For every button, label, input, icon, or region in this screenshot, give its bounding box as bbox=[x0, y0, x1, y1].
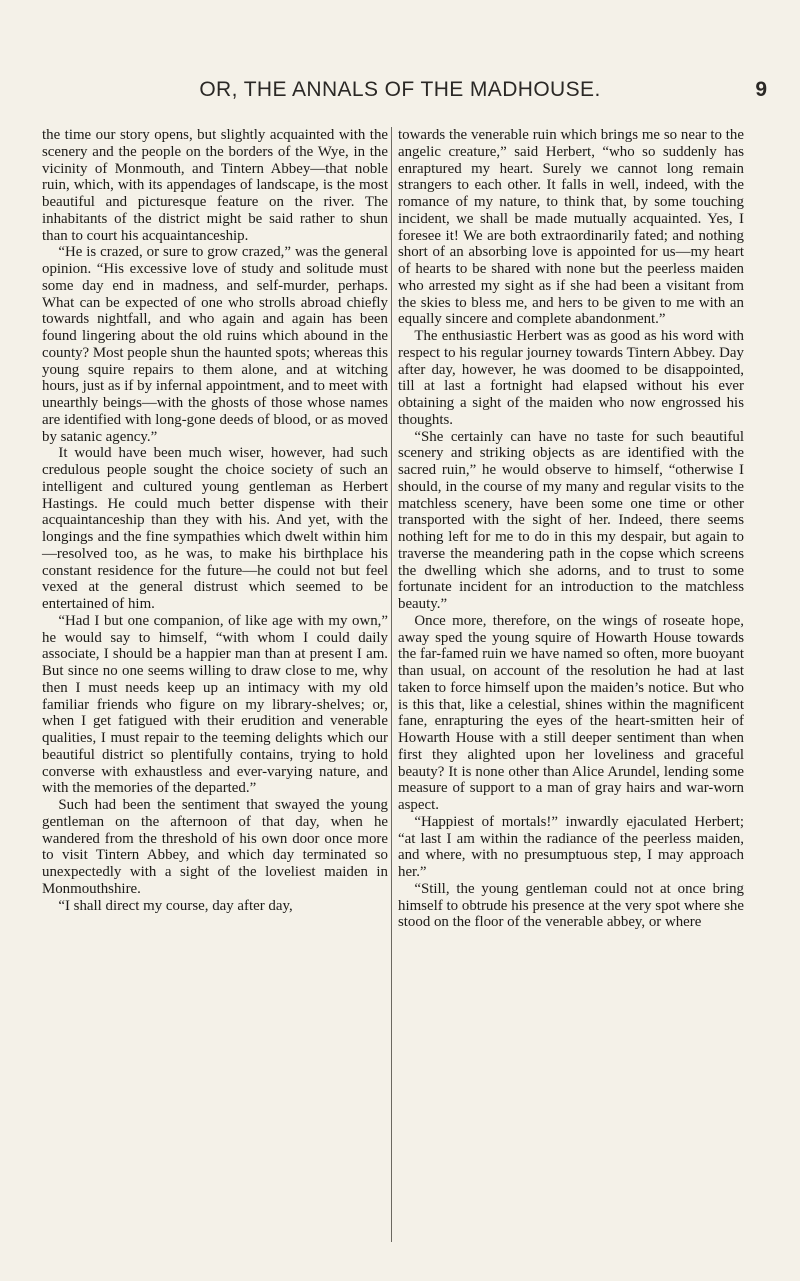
column-divider bbox=[391, 127, 392, 1242]
paragraph: The enthusiastic Herbert was as good as his word with respect to his regular journey towards Tintern Abbey. Day after day, however, he was doomed to be disappointed, till at last a fortnight had elapsed without his ever obtaining a sight of the maiden who now engrossed his thoughts. bbox=[398, 328, 744, 428]
paragraph: “She certainly can have no taste for such beautiful scenery and striking objects as are identified with the sacred ruin,” he would observe to himself, “otherwise I should, in the course of my many and regular visits to the matchless scenery, have been some one time or other transported with the sight of her. Indeed, there seems nothing left for me to do in this my despair, but again to traverse the meandering path in the copse which screens the dwelling which she adorns, and to trust to some fortunate incident for an introduction to the matchless beauty.” bbox=[398, 428, 744, 612]
paragraph: “I shall direct my course, day after day, bbox=[58, 897, 293, 914]
paragraph: Once more, therefore, on the wings of roseate hope, away sped the young squire of Howarth House towards the far-famed ruin we have named so often, more buoyant than usual, on account of the resolution he had at last taken to force himself upon the maiden’s notice. But who is this that, like a celestial, shines within the magnificent fane, enrapturing the eyes of the heart-smitten heir of Howarth House with a still deeper sentiment than when first they alighted upon her loveliness and graceful beauty? It is none other than Alice Arundel, lending some measure of support to a man of gray hairs and war-worn aspect. bbox=[398, 612, 744, 813]
paragraph: Such had been the sentiment that swayed the young gentleman on the afternoon of that day, when he wandered from the threshold of his own door once more to visit Tintern Abbey, and which day terminated so unexpectedly with a sight of the loveliest maiden in Monmouthshire. bbox=[42, 797, 388, 897]
left-column bbox=[42, 127, 388, 914]
paragraph: “He is crazed, or sure to grow crazed,” was the general opinion. “His excessive love of study and solitude must some day end in madness, and self-murder, perhaps. What can be expected of one who strolls abroad chiefly towards nightfall, and who again and again has been found lingering about the old ruins which abound in the county? Most people shun the haunted spots; whereas this young squire repairs to them alone, and at witching hours, just as if by infernal appointment, and to meet with unearthly beings—with the ghosts of those whose names are identified with long-gone deeds of blood, or as moved by satanic agency.” bbox=[42, 244, 388, 445]
paragraph: the time our story opens, but slightly acquainted with the scenery and the people on the borders of the Wye, in the vicinity of Monmouth, and Tintern Abbey—that noble ruin, which, with its appendages of landscape, is the most beautiful and picturesque feature on the river. The inhabitants of the district might be said rather to shun than to court his acquaintanceship. bbox=[42, 127, 388, 244]
paragraph: “Happiest of mortals!” inwardly ejaculated Herbert; “at last I am within the radiance of the peerless maiden, and where, with no presumptuous step, I may approach her.” bbox=[398, 813, 744, 880]
page-number: 9 bbox=[755, 78, 767, 101]
right-column bbox=[398, 127, 744, 931]
paragraph: “Had I but one companion, of like age with my own,” he would say to himself, “with whom I could daily associate, I should be a happier man than at present I am. But since no one seems willing to draw close to me, why then I must needs keep up an intimacy with my old familiar friends who figure on my library-shelves; or, when I get fatigued with their erudition and venerable qualities, I must repair to the teeming delights which our beautiful district so plentifully contains, trying to hold converse with exhaustless and ever-varying nature, and with the memories of the departed.” bbox=[42, 612, 388, 797]
running-head: OR, THE ANNALS OF THE MADHOUSE. bbox=[199, 78, 601, 101]
paragraph: It would have been much wiser, however, had such credulous people sought the choice society of such an intelligent and cultured young gentleman as Herbert Hastings. He could much better dispense with their acquaintanceship than they with his. And yet, with the longings and the fine sympathies which dwelt within him—resolved too, as he was, to make his birthplace his constant residence for the future—he could not but feel vexed at the general distrust which seemed to be entertained of him. bbox=[42, 445, 388, 612]
paragraph: “Still, the young gentleman could not at once bring himself to obtrude his presence at the very spot where she stood on the floor of the venerable abbey, or where bbox=[398, 880, 744, 931]
page-header bbox=[0, 78, 800, 114]
paragraph: towards the venerable ruin which brings me so near to the angelic creature,” said Herbert, “who so suddenly has enraptured my heart. Surely we cannot long remain strangers to each other. It falls in well, indeed, with the romance of my nature, to think that, by some touching incident, we shall be made mutually acquainted. Yes, I foresee it! We are both extraordinarily fated; and nothing short of an absorbing love is appointed for us—my heart of hearts to be shared with none but the peerless maiden who arrested my sight as if she had been a visitant from the skies to bless me, and hers to be given to me with an equally sincere and complete abandonment.” bbox=[398, 127, 744, 328]
